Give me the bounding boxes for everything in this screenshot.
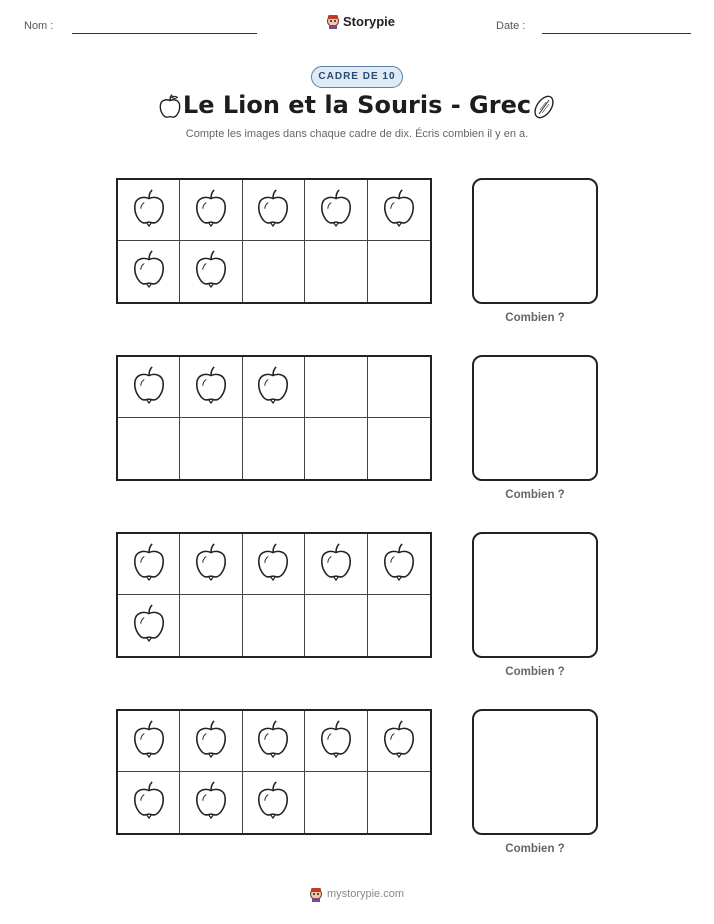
apple-icon	[192, 778, 230, 827]
ten-frame-cell	[243, 595, 305, 656]
instructions: Compte les images dans chaque cadre de dix. Écris combien il y en a.	[185, 128, 529, 140]
ten-frame-cell	[305, 180, 367, 241]
ten-frame-cell	[243, 357, 305, 418]
ten-frame-cell	[118, 534, 180, 595]
ten-frame-cell	[305, 418, 367, 479]
ten-frame-cell	[368, 772, 430, 833]
ten-frame-cell	[305, 357, 367, 418]
ten-frame-cell	[180, 534, 242, 595]
apple-icon	[380, 717, 418, 766]
apple-icon	[380, 186, 418, 235]
title-row	[0, 90, 714, 126]
answer-box[interactable]	[472, 532, 598, 658]
apple-icon	[380, 540, 418, 589]
ten-frame-cell	[368, 180, 430, 241]
mascot-icon	[309, 886, 323, 902]
ten-frame-cell	[305, 595, 367, 656]
ten-frame-cell	[368, 534, 430, 595]
apple-icon	[130, 601, 168, 650]
footer	[309, 886, 404, 902]
ten-frame-cell	[118, 180, 180, 241]
mascot-icon	[326, 13, 340, 29]
name-field-line[interactable]	[72, 33, 257, 34]
apple-icon	[130, 717, 168, 766]
apple-icon	[130, 186, 168, 235]
ten-frame-cell	[305, 772, 367, 833]
ten-frame-cell	[180, 772, 242, 833]
footer-url: mystorypie.com	[327, 888, 405, 900]
page-title: Le Lion et la Souris - Grec	[182, 91, 532, 119]
ten-frame	[116, 178, 432, 304]
answer-box[interactable]	[472, 178, 598, 304]
ten-frame-cell	[368, 711, 430, 772]
name-label: Nom :	[24, 20, 54, 32]
ten-frame	[116, 355, 432, 481]
apple-icon	[254, 778, 292, 827]
ten-frame-cell	[180, 418, 242, 479]
question-label: Combien ?	[505, 312, 565, 324]
apple-icon	[254, 717, 292, 766]
ten-frame-cell	[180, 711, 242, 772]
apple-icon	[192, 717, 230, 766]
ten-frame-cell	[118, 241, 180, 302]
ten-frame-cell	[118, 772, 180, 833]
apple-icon	[317, 186, 355, 235]
question-label: Combien ?	[505, 843, 565, 855]
brand-logo	[326, 13, 395, 29]
apple-icon	[192, 363, 230, 412]
apple-icon	[130, 247, 168, 296]
apple-icon	[254, 363, 292, 412]
ten-frame-cell	[243, 711, 305, 772]
ten-frame-cell	[368, 595, 430, 656]
seed-icon	[531, 92, 557, 122]
question-label: Combien ?	[505, 489, 565, 501]
ten-frame	[116, 709, 432, 835]
question-label: Combien ?	[505, 666, 565, 678]
ten-frame-cell	[118, 595, 180, 656]
ten-frame-cell	[305, 534, 367, 595]
apple-icon	[130, 540, 168, 589]
ten-frame-cell	[243, 241, 305, 302]
apple-icon	[192, 186, 230, 235]
ten-frame-cell	[243, 534, 305, 595]
apple-icon	[317, 540, 355, 589]
brand-name: Storypie	[343, 13, 396, 29]
apple-icon	[192, 540, 230, 589]
ten-frame-cell	[180, 241, 242, 302]
apple-icon	[254, 186, 292, 235]
answer-box[interactable]	[472, 355, 598, 481]
ten-frame-cell	[305, 711, 367, 772]
ten-frame-cell	[118, 711, 180, 772]
ten-frame-cell	[180, 595, 242, 656]
apple-icon	[130, 778, 168, 827]
ten-frame-cell	[118, 357, 180, 418]
ten-frame-cell	[180, 180, 242, 241]
ten-frame-cell	[305, 241, 367, 302]
apple-icon	[254, 540, 292, 589]
activity-badge: CADRE DE 10	[311, 66, 403, 88]
ten-frame-cell	[243, 772, 305, 833]
ten-frame	[116, 532, 432, 658]
ten-frame-cell	[180, 357, 242, 418]
ten-frame-cell	[243, 180, 305, 241]
ten-frame-cell	[368, 357, 430, 418]
answer-box[interactable]	[472, 709, 598, 835]
date-field-line[interactable]	[542, 33, 691, 34]
apple-icon	[192, 247, 230, 296]
ten-frame-cell	[243, 418, 305, 479]
apple-icon	[130, 363, 168, 412]
date-label: Date :	[496, 20, 526, 32]
ten-frame-cell	[368, 241, 430, 302]
ten-frame-cell	[118, 418, 180, 479]
ten-frame-cell	[368, 418, 430, 479]
apple-icon	[317, 717, 355, 766]
